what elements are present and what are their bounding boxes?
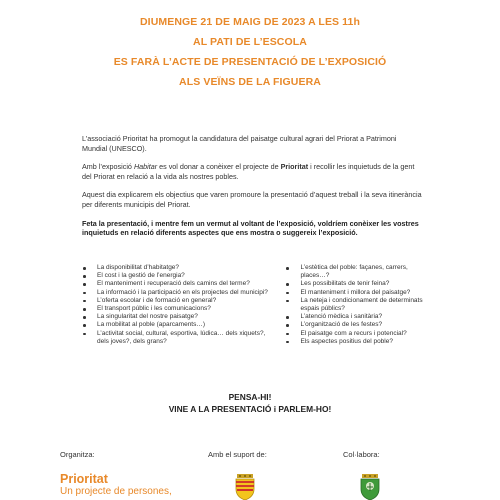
intro-p2-part-c: i recollir les inquietuds de la gent del Priorat en relació a la vida als nostres pobles. [82, 162, 415, 181]
list-item: L’oferta escolar i de formació en general? [80, 297, 271, 305]
intro-paragraph-1: L’associació Prioritat ha promogut la candidatura del paisatge cultural agrari del Priorat a Patrimoni Mundial (UNESCO). [82, 134, 397, 153]
list-item: Els aspectes positius del poble? [283, 338, 430, 346]
topics-list-right [283, 264, 430, 346]
list-item: El manteniment i recuperació dels camins del terme? [80, 280, 271, 288]
prioritat-logo [60, 472, 172, 498]
intro-p2-part-b: es vol donar a conèixer el projecte de [157, 162, 281, 172]
call-to-action [0, 391, 500, 415]
headline-line-date: DIUMENGE 21 DE MAIG DE 2023 A LES 11h [140, 16, 360, 28]
headline-line-act: ES FARÀ L’ACTE DE PRESENTACIÓ DE L’EXPOSICIÓ [113, 56, 387, 68]
headline-line-audience: ALS VEÏNS DE LA FIGUERA [179, 76, 321, 88]
intro-paragraph-4: Feta la presentació, i mentre fem un vermut al voltant de l’exposició, voldríem conèixer les vostres inquietuds en relació diferents aspectes que ens mostra o suggereix l’exposició. [82, 218, 419, 238]
cta-line-1: PENSA-HI! [228, 392, 272, 402]
intro-paragraph-2 [82, 162, 422, 181]
headline-line-place: AL PATI DE L’ESCOLA [193, 36, 307, 48]
topics-lists [80, 264, 430, 346]
list-item: L’estètica del poble: façanes, carrers, places…? [283, 264, 430, 280]
list-item: La disponibilitat d’habitatge? [80, 264, 271, 272]
intro-p2-part-a: Amb l’exposició [82, 162, 134, 172]
list-item: L’organització de les festes? [283, 321, 430, 329]
list-item: La mobilitat al poble (aparcaments…) [80, 321, 271, 329]
list-item: La informació i la participació en els projectes del municipi? [80, 289, 271, 297]
intro-paragraph-3: Aquest dia explicarem els objectius que varen promoure la presentació d’aquest treball i la seva itinerància per diferents municipis del Priorat. [82, 190, 422, 209]
collaborator-label: Col·labora: [343, 450, 380, 459]
brand-name: Prioritat [60, 472, 108, 486]
project-name: Prioritat [280, 162, 309, 172]
list-item: El cost i la gestió de l’energia? [80, 272, 271, 280]
topics-list-left [80, 264, 271, 346]
list-item: El transport públic i les comunicacions? [80, 305, 271, 313]
list-item: Les possibilitats de tenir feina? [283, 280, 430, 288]
exhibition-name: Habitar [133, 162, 158, 172]
list-item: L’activitat social, cultural, esportiva, lúdica… dels xiquets?, dels joves?, dels grans? [80, 330, 271, 346]
organizer-label: Organitza: [60, 450, 95, 459]
list-item: La neteja i condicionament de determinats espais públics? [283, 297, 430, 313]
intro-text [82, 134, 422, 247]
cta-line-2: VINE A LA PRESENTACIÓ i PARLEM-HO! [168, 404, 332, 414]
support-label: Amb el suport de: [208, 450, 267, 459]
list-item: El paisatge com a recurs i potencial? [283, 330, 430, 338]
list-item: L’atenció mèdica i sanitària? [283, 313, 430, 321]
list-item: La singularitat del nostre paisatge? [80, 313, 271, 321]
municipal-crest-icon [233, 474, 257, 500]
brand-tagline: Un projecte de persones, [60, 486, 172, 497]
event-headline [0, 12, 500, 92]
list-item: El manteniment i millora del paisatge? [283, 289, 430, 297]
collaborator-crest-icon [358, 474, 382, 500]
